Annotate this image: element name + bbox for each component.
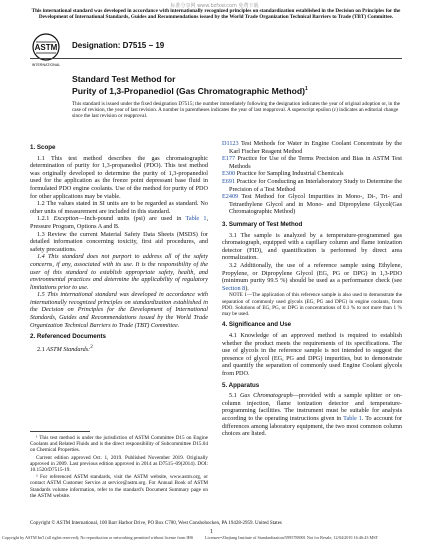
section-3-heading: 3. Summary of Test Method [222, 220, 303, 228]
para-5-1: 5.1 Gas Chromatograph—provided with a sample splitter or on-column injection, flame ionization detector and temperature-programming facilities. The instrument must be suitable for analysis according to the operating instructions given in Table 1. To account for differences among laboratory equipment, the two most common column choices are listed. [222, 392, 403, 438]
document-type: Standard Test Method for [72, 74, 176, 84]
section-5-heading: 5. Apparatus [222, 381, 260, 389]
designation: Designation: D7515 − 19 [72, 41, 165, 50]
footnote-1: ¹ This test method is under the jurisdiction of ASTM Committee D15 on Engine Coolants and Related Fluids and is the direct responsibility of Subcommittee D15.04 on Chemical Properties. [30, 435, 208, 454]
footnotes [30, 431, 208, 500]
logo-subtext: INTERNATIONAL [31, 63, 61, 67]
top-notice: This international standard was developed in accordance with internationally recognized principles on standardization established in the Decision on Principles for the Development of International Standards, Guides and Recommendations issued by the World Trade Organization Technical Barriers to Trade (TBT) Committee. [31, 8, 401, 21]
astm-logo [30, 32, 62, 68]
reference-item: E177 Practice for Use of the Terms Precision and Bias in ASTM Test Methods [222, 155, 402, 170]
table-1-link[interactable]: Table 1 [185, 215, 207, 223]
preface-note: This standard is issued under the fixed designation D7515; the number immediately following the designation indicates the year of original adoption or, in the case of revision, the year of last revision. A number in parentheses indicates the year of last reapproval. A superscript epsilon (ε) indicates an editorial change since the last revision or reapproval. [72, 101, 400, 120]
footnote-2: ² For referenced ASTM standards, visit the ASTM website, www.astm.org, or contact ASTM Customer Service at service@astm.org. For Annual Book of ASTM Standards volume information, refer to the standard's Document Summary page on the ASTM website. [30, 474, 208, 499]
para-1-1: 1.1 This test method describes the gas chromatographic determination of purity for 1,3-propanediol (PDO). This test method was originally developed to determine the purity of 1,3-propanediol used for the application as the freeze point depressant base fluid in formulated PDO engine coolants. Use of the method for purity of PDO for other applications may be viable. [30, 154, 208, 200]
section-4-heading: 4. Significance and Use [222, 321, 292, 329]
header-rule [30, 58, 402, 59]
para-4-1: 4.1 Knowledge of an approved method is required to establish whether the product meets the requirements of its specifications. The use of glycols in the reference sample is not intended to suggest the presence of glycol (EG, PG and DPG) impurities, but to demonstrate and quantify the separation of commonly used Engine Coolant glycols from PDO. [222, 332, 402, 378]
logo-text: ASTM [34, 43, 58, 52]
para-1-2: 1.2 The values stated in SI units are to be regarded as standard. No other units of measurement are included in this standard. [30, 200, 208, 215]
note-1: NOTE 1—The application of this reference sample is also used to demonstrate the separation of commonly used glycols (EG, PG and DPG) in engine coolants, from PDO. Solutions of EG, PG, or DPG in concentrations of 0.1 % to not more than 1 % may be used. [222, 292, 402, 318]
section-8-link[interactable]: Section 8 [222, 284, 246, 292]
right-column [222, 140, 402, 438]
para-1-5: 1.5 This international standard was developed in accordance with internationally recognized principles on standardization established in the Decision on Principles for the Development of International Standards, Guides and Recommendations issued by the World Trade Organization Technical Barriers to Trade (TBT) Committee. [30, 291, 208, 329]
watermark: 标准分享网 www.bzfxw.com 免费下载 [170, 3, 259, 9]
license-right: Licensee=Zhejiang Institute of Standardization/5995788001 Not for Resale, 12/04/2019 16:46:43 MST [205, 535, 379, 540]
page-number: 1 [210, 529, 213, 535]
para-1-4: 1.4 This standard does not purport to address all of the safety concerns, if any, associated with its use. It is the responsibility of the user of this standard to establish appropriate safety, health, and environmental practices and determine the applicability of regulatory limitations prior to use. [30, 253, 208, 291]
title-footnote-mark[interactable]: 1 [305, 86, 308, 92]
footnote-rule [30, 431, 90, 432]
section-1-heading: 1. Scope [30, 144, 56, 151]
document-title [72, 84, 402, 96]
copyright-line: Copyright © ASTM International, 100 Barr Harbor Drive, PO Box C700, West Conshohocken, PA 19428-2959. United States [30, 521, 282, 526]
para-1-2-1: 1.2.1 Exception—Inch-pound units (psi) are used in Table 1, Pressure Program, Options A and B. [30, 215, 209, 230]
license-left: Copyright by ASTM Int'l (all rights reserved); No reproduction or networking permitted without license from IHS [2, 535, 194, 540]
reference-item: E2409 Test Method for Glycol Impurities in Mono-, Di-, Tri- and Tetraethylene Glycol and in Mono- and Dipropylene Glycol(Gas Chromatographic Method) [222, 193, 402, 216]
footnote-2-mark[interactable]: 2 [90, 343, 93, 350]
reference-item: E300 Practice for Sampling Industrial Chemicals [222, 170, 344, 178]
reference-list [222, 140, 402, 216]
table-1-link[interactable]: Table 1 [343, 415, 362, 422]
section-2-heading: 2. Referenced Documents [30, 333, 106, 341]
reference-item: E691 Practice for Conducting an Interlaboratory Study to Determine the Precision of a Test Method [222, 177, 402, 193]
para-1-3: 1.3 Review the current Material Safety Data Sheets (MSDS) for detailed information concerning toxicity, first aid procedures, and safety precautions. [30, 230, 208, 253]
para-3-1: 3.1 The sample is analyzed by a temperature-programmed gas chromatograph, equipped with a capillary column and flame ionization detector (FID), and quantification is performed by direct area normalization. [222, 231, 402, 262]
exception-label: Exception [53, 215, 79, 223]
para-2-1: 2.1 ASTM Standards:$^2$ [37, 343, 93, 353]
left-column [30, 142, 208, 354]
title-text: Purity of 1,3-Propanediol (Gas Chromatographic Method) [72, 85, 306, 96]
reference-item: D1123 Test Methods for Water in Engine Coolant Concentrate by the Karl Fischer Reagent Method [222, 140, 402, 155]
footnote-1-edition: Current edition approved Oct. 1, 2019. Published November 2019. Originally approved in 2009. Last previous edition approved in 2014 as D7515–09(2014). DOI: 10.1520/D7515-19. [30, 454, 208, 474]
para-3-2: 3.2 Additionally, the use of a reference sample using Ethylene, Propylene, or Dipropylene Glycol (EG, PG or DPG) in 1,3-PDO (minimum purity 99.5 %) should be used as a performance check (see Section 8). [222, 261, 402, 292]
